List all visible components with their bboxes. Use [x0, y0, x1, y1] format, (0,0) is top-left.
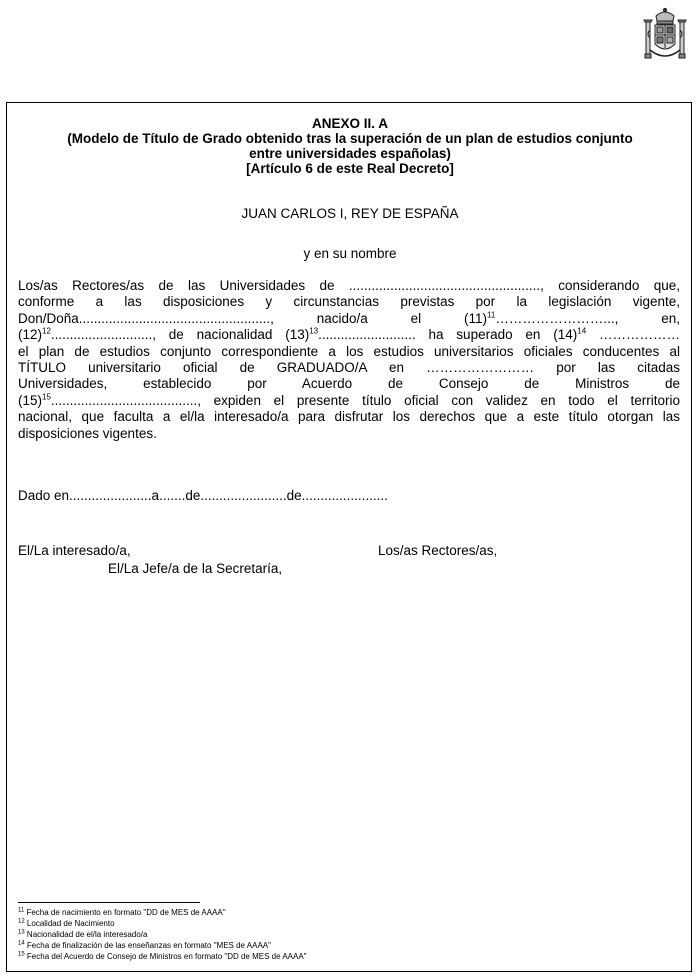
signature-rectores: Los/as Rectores/as,	[378, 543, 498, 558]
body-line: conforme a las disposiciones y circunstancias previstas por la legislación vigente,	[18, 294, 680, 310]
king-line: JUAN CARLOS I, REY DE ESPAÑA	[241, 206, 459, 221]
body-line: $(15)^{15}$......................................., expiden el presente título oficial con validez en todo el territorio	[18, 392, 680, 408]
footnote-ref: 12	[42, 326, 51, 336]
annex-subtitle-line2: entre universidades españolas)	[249, 146, 451, 161]
annex-title: ANEXO II. A	[311, 116, 388, 131]
footnote-ref: 15	[42, 392, 51, 402]
footnote: $^{12}$ Localidad de Nacimiento	[18, 918, 115, 928]
certificate-body	[18, 278, 680, 442]
body-line: el plan de estudios conjunto correspondiente a los estudios universitarios oficiales conducentes al	[18, 343, 680, 359]
footnote-ref: 14	[577, 326, 587, 336]
footnote-ref: 13	[309, 326, 319, 336]
date-place-line: Dado en......................a.......de.......................de.......................	[18, 488, 388, 503]
annex-frame	[6, 102, 692, 972]
footnote: $^{11}$ Fecha de nacimiento en formato "DD de MES de AAAA"	[18, 907, 226, 917]
annex-subtitle-line1: (Modelo de Título de Grado obtenido tras la superación de un plan de estudios conjunto	[67, 131, 633, 146]
footnote: $^{13}$ Nacionalidad de el/la interesado/a	[18, 929, 148, 939]
on-behalf-line: y en su nombre	[303, 246, 397, 261]
body-line: disposiciones vigentes.	[18, 425, 157, 441]
signature-interesado: El/La interesado/a,	[18, 543, 131, 558]
signature-jefe-secretaria: El/La Jefe/a de la Secretaría,	[108, 561, 283, 576]
footnote: $^{14}$ Fecha de finalización de las enseñanzas en formato "MES de AAAA"	[18, 940, 271, 950]
body-line: TÍTULO universitario oficial de GRADUADO/A en …………………… por las citadas	[18, 360, 680, 376]
coat-of-arms-icon	[642, 6, 688, 66]
footnote-ref: 11	[487, 310, 496, 320]
body-line: $(12)^{12}$..........................., de nacionalidad $(13)^{13}$.......................... ha superado en $(14)^{14}$ ………………	[18, 326, 680, 343]
body-line: Universidades, establecido por Acuerdo de Consejo de Ministros de	[18, 376, 680, 392]
body-line: Los/as Rectores/as de las Universidades de ..................................................., considerando que,	[18, 278, 680, 293]
footnotes	[18, 907, 307, 962]
body-line: Don/Doña..................................................., nacido/a el $(11)^{11}\dots\dots\dots\dots\dots\dots\dots\dots$..., en,	[18, 310, 680, 326]
annex-header	[10, 116, 690, 176]
body-line: nacional, que faculta a el/la interesado/a para disfrutar los derechos que a este título otorgan las	[18, 409, 680, 425]
footnote-separator	[18, 902, 200, 903]
footnote: $^{15}$ Fecha del Acuerdo de Consejo de Ministros en formato "DD de MES de AAAA"	[18, 951, 307, 961]
annex-article: [Artículo 6 de este Real Decreto]	[246, 161, 454, 176]
